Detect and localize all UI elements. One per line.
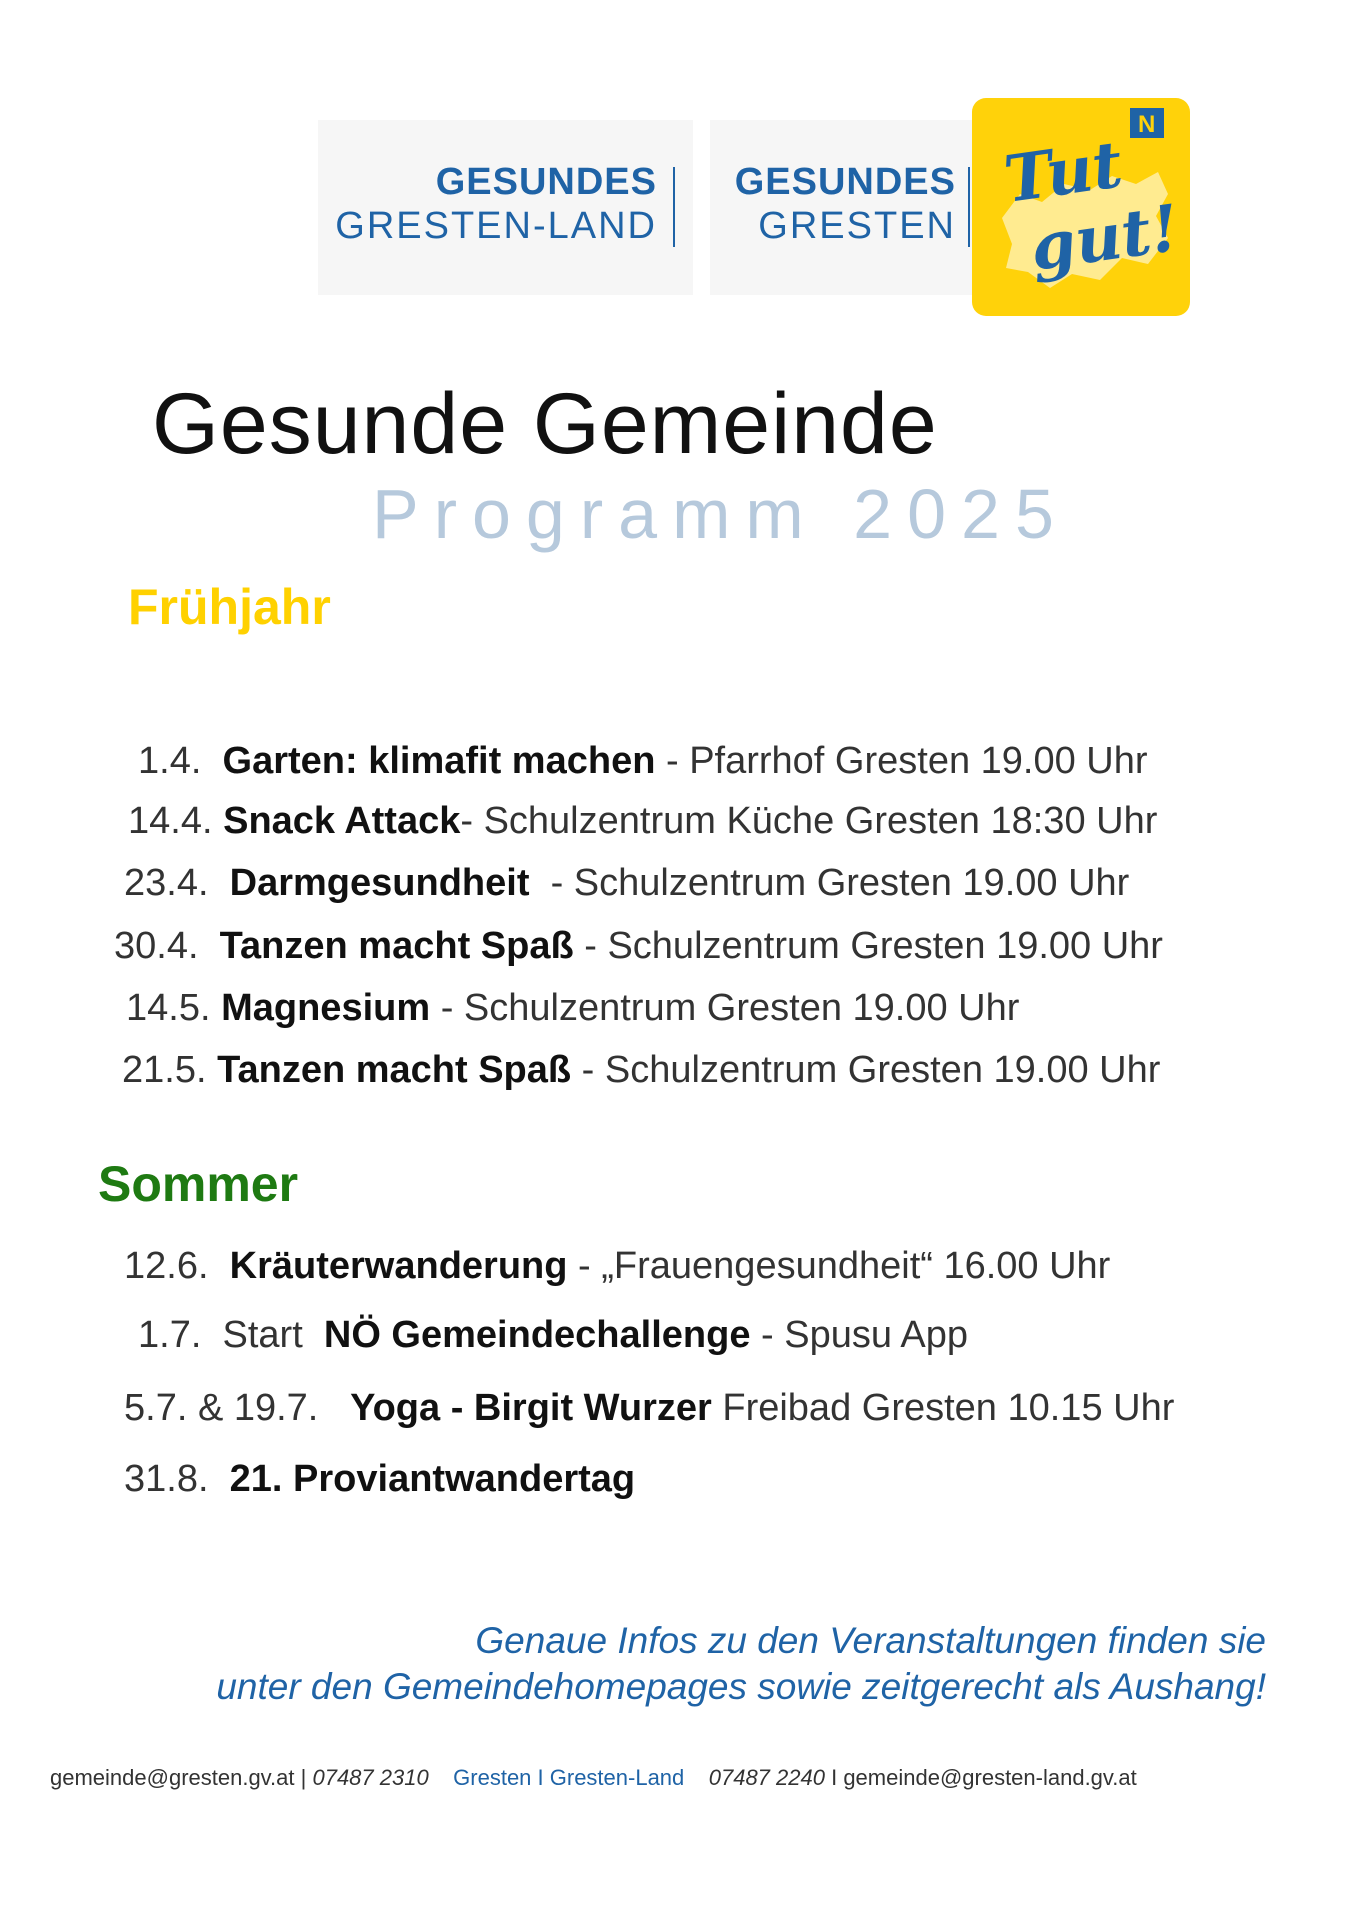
event-date: 5.7. & 19.7. bbox=[124, 1387, 319, 1429]
footer-separator: I bbox=[824, 1765, 844, 1790]
event-name: Yoga - Birgit Wurzer bbox=[350, 1387, 712, 1429]
logo-left-divider bbox=[673, 167, 675, 247]
svg-text:Tut: Tut bbox=[999, 127, 1127, 218]
logo-right-line1: GESUNDES bbox=[734, 161, 956, 203]
logo-left-line2: GRESTEN-LAND bbox=[335, 205, 657, 247]
info-line-1: Genaue Infos zu den Veranstaltungen finden sie bbox=[475, 1620, 1266, 1661]
page-title: Gesunde Gemeinde bbox=[152, 376, 938, 472]
tut-gut-badge-logo bbox=[972, 98, 1190, 316]
svg-text:N: N bbox=[1138, 111, 1156, 138]
footer-contact bbox=[50, 1765, 1137, 1791]
logo-left-line1: GESUNDES bbox=[435, 161, 657, 203]
footer-email-gresten-land[interactable]: gemeinde@gresten-land.gv.at bbox=[843, 1765, 1137, 1790]
logo-right-text bbox=[735, 160, 956, 248]
event-name: Garten: klimafit machen bbox=[222, 740, 656, 782]
event-date: 14.4. bbox=[128, 800, 213, 842]
logo-right-line2: GRESTEN bbox=[758, 205, 956, 247]
event-row bbox=[124, 862, 1129, 905]
event-date: 31.8. bbox=[124, 1458, 209, 1500]
event-details: - Schulzentrum Gresten 19.00 Uhr bbox=[573, 925, 1163, 967]
footer-phone-gresten: 07487 2310 bbox=[312, 1765, 429, 1790]
event-details: - „Frauengesundheit“ 16.00 Uhr bbox=[567, 1245, 1111, 1287]
event-row bbox=[124, 1245, 1110, 1288]
event-row bbox=[114, 925, 1163, 968]
event-details: - Pfarrhof Gresten 19.00 Uhr bbox=[655, 740, 1148, 782]
event-date: 12.6. bbox=[124, 1245, 209, 1287]
spring-heading: Frühjahr bbox=[128, 579, 331, 635]
logo-left-text bbox=[335, 160, 657, 248]
event-name: Magnesium bbox=[221, 987, 431, 1029]
gesundes-gresten-logo bbox=[710, 120, 972, 295]
info-line-2: unter den Gemeindehomepages sowie zeitgerecht als Aushang! bbox=[216, 1666, 1266, 1707]
gesundes-gresten-land-logo bbox=[318, 120, 693, 295]
event-details: - Schulzentrum Gresten 19.00 Uhr bbox=[430, 987, 1020, 1029]
event-details: - Schulzentrum Gresten 19.00 Uhr bbox=[529, 862, 1130, 904]
event-details: - Schulzentrum Küche Gresten 18:30 Uhr bbox=[460, 800, 1158, 842]
event-date: 30.4. bbox=[114, 925, 199, 967]
tut-gut-map-icon bbox=[972, 98, 1190, 316]
event-row bbox=[126, 987, 1019, 1030]
event-date: 14.5. bbox=[126, 987, 211, 1029]
info-note bbox=[216, 1618, 1266, 1710]
event-date: 23.4. bbox=[124, 862, 209, 904]
event-name: Tanzen macht Spaß bbox=[217, 1049, 572, 1091]
event-row bbox=[122, 1049, 1160, 1092]
event-date: 1.4. bbox=[138, 740, 202, 782]
event-date: 21.5. bbox=[122, 1049, 207, 1091]
event-row bbox=[138, 1314, 968, 1357]
page-subtitle: Programm 2025 bbox=[372, 475, 1069, 553]
event-details: - Schulzentrum Gresten 19.00 Uhr bbox=[571, 1049, 1161, 1091]
event-name: 21. Proviantwandertag bbox=[229, 1458, 636, 1500]
event-name: NÖ Gemeindechallenge bbox=[323, 1314, 751, 1356]
event-row bbox=[124, 1387, 1174, 1430]
event-details: Freibad Gresten 10.15 Uhr bbox=[711, 1387, 1175, 1429]
svg-text:gut!: gut! bbox=[1025, 190, 1184, 286]
event-date: 1.7. Start bbox=[138, 1314, 303, 1356]
event-details: - Spusu App bbox=[750, 1314, 969, 1356]
logo-right-divider bbox=[968, 167, 970, 247]
footer-phone-gresten-land: 07487 2240 bbox=[708, 1765, 825, 1790]
footer-email-gresten[interactable]: gemeinde@gresten.gv.at bbox=[50, 1765, 295, 1790]
footer-places: Gresten I Gresten-Land bbox=[453, 1765, 685, 1790]
event-name: Tanzen macht Spaß bbox=[219, 925, 574, 967]
footer-separator: | bbox=[294, 1765, 313, 1790]
event-row bbox=[124, 1458, 635, 1501]
event-row bbox=[138, 740, 1148, 783]
event-name: Darmgesundheit bbox=[229, 862, 530, 904]
event-name: Kräuterwanderung bbox=[229, 1245, 568, 1287]
summer-heading: Sommer bbox=[98, 1156, 299, 1212]
event-name: Snack Attack bbox=[223, 800, 461, 842]
event-row bbox=[128, 800, 1157, 843]
